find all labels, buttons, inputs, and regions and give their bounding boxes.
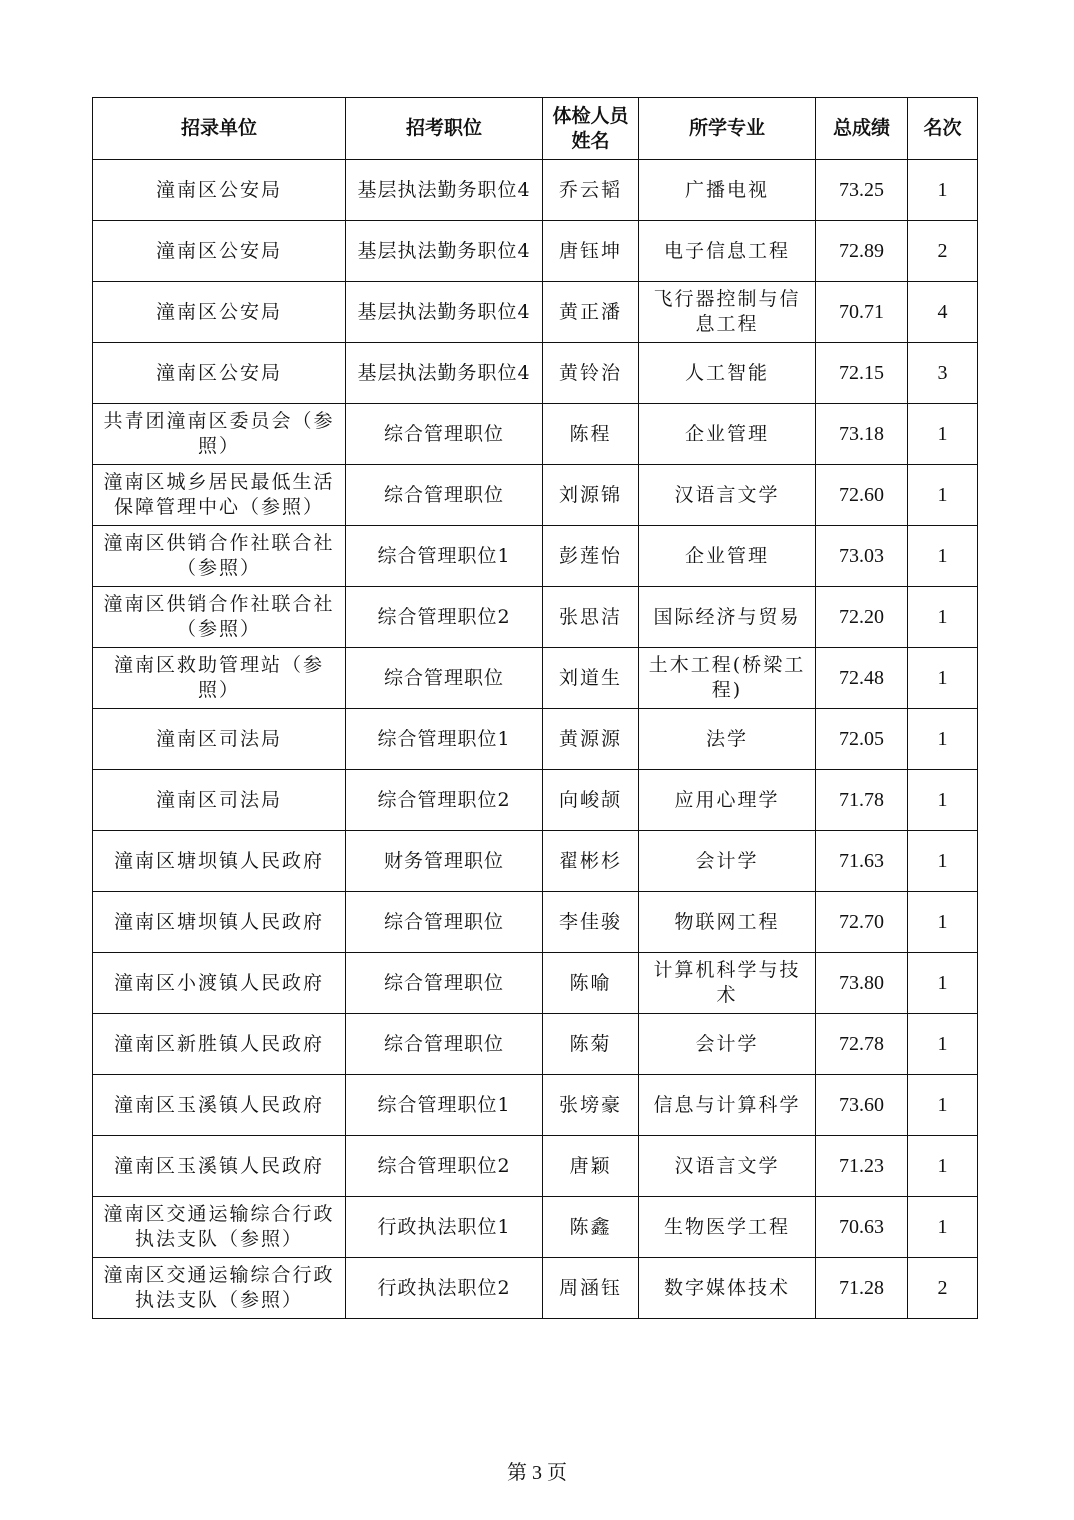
cell-position: 综合管理职位1	[346, 526, 543, 587]
table-header-row	[93, 98, 978, 160]
cell-recruiting-unit: 潼南区公安局	[93, 221, 346, 282]
cell-major: 物联网工程	[639, 892, 816, 953]
cell-position: 综合管理职位2	[346, 770, 543, 831]
cell-recruiting-unit: 潼南区城乡居民最低生活保障管理中心（参照）	[93, 465, 346, 526]
cell-recruiting-unit: 潼南区司法局	[93, 770, 346, 831]
cell-total-score: 72.70	[816, 892, 908, 953]
cell-total-score: 72.05	[816, 709, 908, 770]
cell-candidate-name: 李佳骏	[543, 892, 639, 953]
cell-total-score: 73.18	[816, 404, 908, 465]
cell-major: 国际经济与贸易	[639, 587, 816, 648]
header-rank: 名次	[908, 98, 978, 160]
page-number: 第 3 页	[507, 1462, 567, 1484]
cell-major: 信息与计算科学	[639, 1075, 816, 1136]
cell-candidate-name: 陈喻	[543, 953, 639, 1014]
cell-recruiting-unit: 潼南区公安局	[93, 343, 346, 404]
cell-candidate-name: 唐钰坤	[543, 221, 639, 282]
cell-recruiting-unit: 潼南区塘坝镇人民政府	[93, 831, 346, 892]
cell-major: 法学	[639, 709, 816, 770]
cell-rank: 1	[908, 953, 978, 1014]
table-row	[93, 953, 978, 1014]
cell-major: 土木工程(桥梁工程)	[639, 648, 816, 709]
cell-recruiting-unit: 潼南区玉溪镇人民政府	[93, 1075, 346, 1136]
cell-candidate-name: 陈鑫	[543, 1197, 639, 1258]
table-row	[93, 831, 978, 892]
cell-rank: 4	[908, 282, 978, 343]
cell-total-score: 73.80	[816, 953, 908, 1014]
cell-position: 综合管理职位	[346, 953, 543, 1014]
cell-total-score: 72.15	[816, 343, 908, 404]
cell-recruiting-unit: 共青团潼南区委员会（参照）	[93, 404, 346, 465]
cell-total-score: 71.23	[816, 1136, 908, 1197]
cell-recruiting-unit: 潼南区公安局	[93, 282, 346, 343]
cell-total-score: 72.20	[816, 587, 908, 648]
cell-total-score: 72.78	[816, 1014, 908, 1075]
cell-position: 综合管理职位1	[346, 1075, 543, 1136]
cell-recruiting-unit: 潼南区新胜镇人民政府	[93, 1014, 346, 1075]
cell-total-score: 72.48	[816, 648, 908, 709]
table-row	[93, 648, 978, 709]
cell-candidate-name: 向峻颉	[543, 770, 639, 831]
cell-rank: 1	[908, 770, 978, 831]
cell-recruiting-unit: 潼南区玉溪镇人民政府	[93, 1136, 346, 1197]
cell-candidate-name: 翟彬杉	[543, 831, 639, 892]
table-row	[93, 709, 978, 770]
cell-position: 综合管理职位2	[346, 1136, 543, 1197]
cell-position: 综合管理职位1	[346, 709, 543, 770]
cell-position: 综合管理职位	[346, 892, 543, 953]
table-row	[93, 343, 978, 404]
cell-major: 企业管理	[639, 526, 816, 587]
cell-position: 基层执法勤务职位4	[346, 160, 543, 221]
cell-major: 汉语言文学	[639, 1136, 816, 1197]
table-row	[93, 1197, 978, 1258]
cell-major: 汉语言文学	[639, 465, 816, 526]
cell-rank: 1	[908, 709, 978, 770]
header-candidate-name: 体检人员姓名	[543, 98, 639, 160]
cell-position: 综合管理职位	[346, 404, 543, 465]
table-row	[93, 160, 978, 221]
cell-candidate-name: 黄铃治	[543, 343, 639, 404]
cell-major: 飞行器控制与信息工程	[639, 282, 816, 343]
cell-major: 企业管理	[639, 404, 816, 465]
results-table	[92, 97, 978, 1319]
cell-position: 基层执法勤务职位4	[346, 282, 543, 343]
table-row	[93, 1014, 978, 1075]
cell-major: 会计学	[639, 1014, 816, 1075]
cell-recruiting-unit: 潼南区交通运输综合行政执法支队（参照）	[93, 1258, 346, 1319]
cell-rank: 1	[908, 831, 978, 892]
cell-recruiting-unit: 潼南区供销合作社联合社（参照）	[93, 587, 346, 648]
cell-total-score: 73.25	[816, 160, 908, 221]
cell-candidate-name: 张思洁	[543, 587, 639, 648]
cell-position: 基层执法勤务职位4	[346, 343, 543, 404]
cell-position: 综合管理职位	[346, 1014, 543, 1075]
table-row	[93, 770, 978, 831]
cell-total-score: 72.89	[816, 221, 908, 282]
cell-rank: 1	[908, 1197, 978, 1258]
cell-major: 会计学	[639, 831, 816, 892]
cell-recruiting-unit: 潼南区救助管理站（参照）	[93, 648, 346, 709]
cell-position: 行政执法职位2	[346, 1258, 543, 1319]
header-total-score: 总成绩	[816, 98, 908, 160]
table-row	[93, 1075, 978, 1136]
cell-major: 广播电视	[639, 160, 816, 221]
cell-recruiting-unit: 潼南区供销合作社联合社（参照）	[93, 526, 346, 587]
cell-rank: 1	[908, 892, 978, 953]
cell-major: 应用心理学	[639, 770, 816, 831]
table-row	[93, 892, 978, 953]
table-row	[93, 465, 978, 526]
cell-recruiting-unit: 潼南区交通运输综合行政执法支队（参照）	[93, 1197, 346, 1258]
table-row	[93, 1136, 978, 1197]
cell-rank: 2	[908, 221, 978, 282]
cell-recruiting-unit: 潼南区公安局	[93, 160, 346, 221]
cell-total-score: 71.78	[816, 770, 908, 831]
cell-rank: 1	[908, 160, 978, 221]
cell-total-score: 71.28	[816, 1258, 908, 1319]
cell-position: 综合管理职位	[346, 648, 543, 709]
cell-total-score: 73.03	[816, 526, 908, 587]
cell-candidate-name: 周涵钰	[543, 1258, 639, 1319]
cell-rank: 3	[908, 343, 978, 404]
cell-position: 综合管理职位2	[346, 587, 543, 648]
table-row	[93, 526, 978, 587]
cell-candidate-name: 陈菊	[543, 1014, 639, 1075]
cell-candidate-name: 彭莲怡	[543, 526, 639, 587]
cell-major: 电子信息工程	[639, 221, 816, 282]
cell-rank: 1	[908, 587, 978, 648]
cell-major: 人工智能	[639, 343, 816, 404]
cell-candidate-name: 张塝豪	[543, 1075, 639, 1136]
header-position: 招考职位	[346, 98, 543, 160]
cell-rank: 1	[908, 1014, 978, 1075]
header-recruiting-unit: 招录单位	[93, 98, 346, 160]
cell-rank: 1	[908, 526, 978, 587]
table-row	[93, 282, 978, 343]
cell-rank: 1	[908, 404, 978, 465]
cell-recruiting-unit: 潼南区小渡镇人民政府	[93, 953, 346, 1014]
cell-total-score: 70.63	[816, 1197, 908, 1258]
cell-position: 财务管理职位	[346, 831, 543, 892]
table-body	[93, 160, 978, 1319]
table-row	[93, 221, 978, 282]
cell-candidate-name: 刘源锦	[543, 465, 639, 526]
cell-total-score: 73.60	[816, 1075, 908, 1136]
cell-total-score: 70.71	[816, 282, 908, 343]
cell-candidate-name: 黄源源	[543, 709, 639, 770]
header-major: 所学专业	[639, 98, 816, 160]
cell-recruiting-unit: 潼南区司法局	[93, 709, 346, 770]
table-row	[93, 587, 978, 648]
cell-rank: 1	[908, 648, 978, 709]
cell-rank: 1	[908, 1075, 978, 1136]
cell-position: 行政执法职位1	[346, 1197, 543, 1258]
cell-rank: 1	[908, 1136, 978, 1197]
cell-rank: 1	[908, 465, 978, 526]
cell-major: 生物医学工程	[639, 1197, 816, 1258]
cell-rank: 2	[908, 1258, 978, 1319]
table-row	[93, 1258, 978, 1319]
cell-position: 基层执法勤务职位4	[346, 221, 543, 282]
cell-candidate-name: 陈程	[543, 404, 639, 465]
cell-candidate-name: 乔云韬	[543, 160, 639, 221]
cell-candidate-name: 唐颖	[543, 1136, 639, 1197]
cell-candidate-name: 黄正潘	[543, 282, 639, 343]
cell-total-score: 72.60	[816, 465, 908, 526]
cell-candidate-name: 刘道生	[543, 648, 639, 709]
cell-major: 数字媒体技术	[639, 1258, 816, 1319]
table-row	[93, 404, 978, 465]
cell-position: 综合管理职位	[346, 465, 543, 526]
cell-recruiting-unit: 潼南区塘坝镇人民政府	[93, 892, 346, 953]
cell-total-score: 71.63	[816, 831, 908, 892]
cell-major: 计算机科学与技术	[639, 953, 816, 1014]
